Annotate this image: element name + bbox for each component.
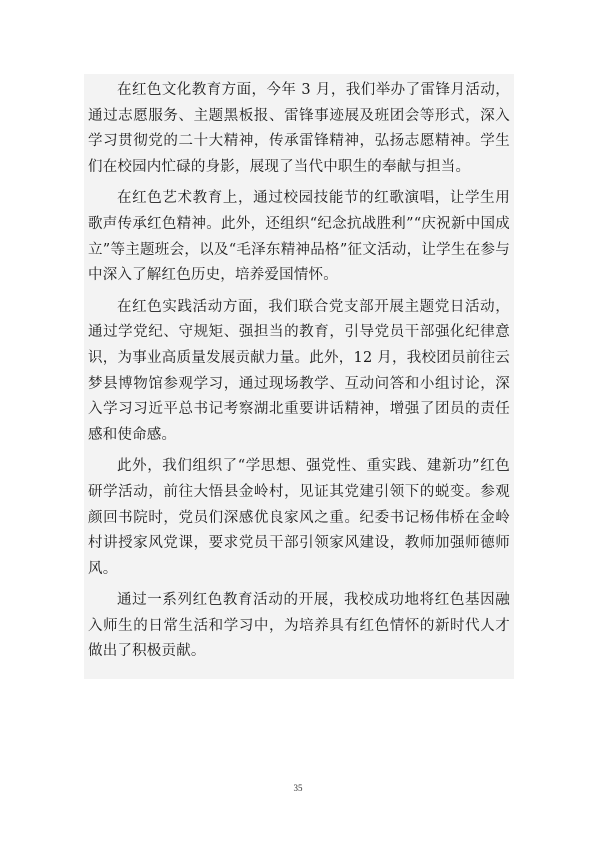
page-number: 35	[293, 783, 303, 793]
paragraph-red-art-education: 在红色艺术教育上，通过校园技能节的红歌演唱，让学生用歌声传承红色精神。此外，还组织“纪念抗战胜利”“庆祝新中国成立”等主题班会，以及“毛泽东精神品格”征文活动，让学生在参与中深入了解红色历史，培养爱国情怀。	[88, 190, 510, 284]
paragraph-red-study-trip: 此外，我们组织了“学思想、强党性、重实践、建新功”红色研学活动，前往大悟县金岭村，见证其党建引领下的蜕变。参观颜回书院时，党员们深感优良家风之重。纪委书记杨伟桥在金岭村讲授家风党课，要求党员干部引领家风建设，教师加强师德师风。	[88, 458, 510, 577]
body-text	[84, 74, 514, 679]
paragraph-conclusion: 通过一系列红色教育活动的开展，我校成功地将红色基因融入师生的日常生活和学习中，为培养具有红色情怀的新时代人才做出了积极贡献。	[88, 592, 510, 660]
paragraph-red-practice-activities: 在红色实践活动方面，我们联合党支部开展主题党日活动，通过学党纪、守规矩、强担当的教育，引导党员干部强化纪律意识，为事业高质量发展贡献力量。此外，12 月，我校团员前往云梦县博物馆参观学习，通过现场教学、互动问答和小组讨论，深入学习习近平总书记考察湖北重要讲话精神，增强了团员的责任感和使命感。	[88, 298, 510, 443]
paragraph-red-culture-education: 在红色文化教育方面，今年 3 月，我们举办了雷锋月活动，通过志愿服务、主题黑板报、雷锋事迹展及班团会等形式，深入学习贯彻党的二十大精神，传承雷锋精神，弘扬志愿精神。学生们在校园内忙碌的身影，展现了当代中职生的奉献与担当。	[88, 82, 510, 175]
